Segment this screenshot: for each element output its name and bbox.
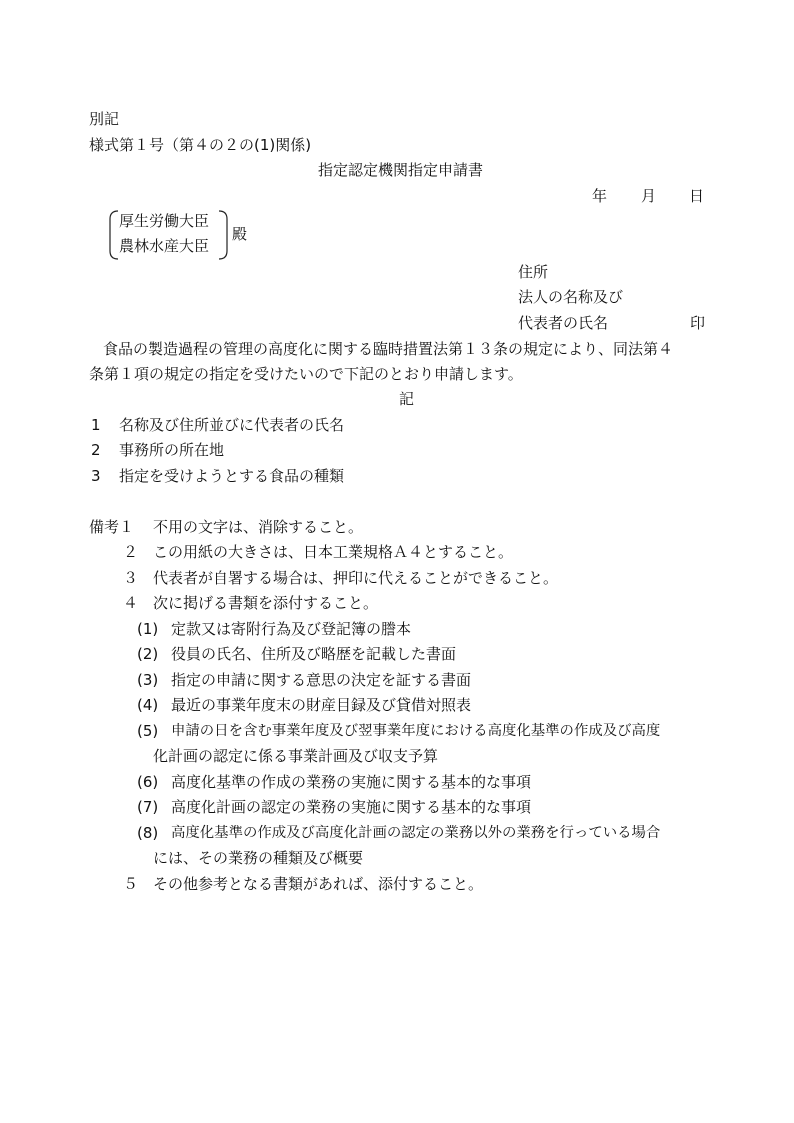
minister-health: 厚生労働大臣	[119, 212, 210, 230]
sub-item-number: (7)	[137, 798, 159, 816]
item-number: 2	[91, 441, 101, 459]
note-3: 代表者が自署する場合は、押印に代えることができること。	[153, 569, 559, 587]
sub-item-text: 最近の事業年度末の財産目録及び貸借対照表	[171, 696, 472, 714]
sub-item-continuation: には、その業務の種類及び概要	[153, 849, 364, 867]
body-line-2: 条第１項の規定の指定を受けたいので下記のとおり申請します。	[89, 365, 523, 383]
date-month-label: 月	[641, 187, 657, 205]
item-number: 1	[91, 416, 101, 434]
representative-name-label: 代表者の氏名	[518, 314, 609, 332]
note-1: 不用の文字は、消除すること。	[153, 518, 364, 536]
date-year-label: 年	[592, 187, 608, 205]
annex-label: 別記	[89, 110, 120, 128]
address-label: 住所	[518, 263, 549, 281]
item-text: 名称及び住所並びに代表者の氏名	[119, 416, 345, 434]
document-title: 指定認定機関指定申請書	[318, 161, 484, 179]
sub-item-text: 役員の氏名、住所及び略歴を記載した書面	[171, 645, 457, 663]
sub-item-text: 高度化基準の作成の業務の実施に関する基本的な事項	[171, 773, 532, 791]
notes-label: 備考１	[89, 518, 135, 536]
note-number: ５	[123, 875, 139, 893]
sub-item-number: (2)	[137, 645, 159, 663]
note-number: ４	[123, 594, 139, 612]
note-5: その他参考となる書類があれば、添付すること。	[153, 875, 484, 893]
note-4: 次に掲げる書類を添付すること。	[153, 594, 379, 612]
seal-mark: 印	[690, 314, 706, 332]
sub-item-number: (1)	[137, 620, 159, 638]
sub-item-text: 指定の申請に関する意思の決定を証する書面	[171, 671, 472, 689]
item-text: 指定を受けようとする食品の種類	[119, 467, 345, 485]
minister-agriculture: 農林水産大臣	[119, 237, 210, 255]
form-number: 様式第１号（第４の２の(1)関係)	[89, 136, 312, 154]
sub-item-text: 申請の日を含む事業年度及び翌事業年度における高度化基準の作成及び高度	[171, 723, 661, 739]
sub-item-number: (3)	[137, 671, 159, 689]
note-2: この用紙の大きさは、日本工業規格Ａ４とすること。	[153, 543, 514, 561]
item-text: 事務所の所在地	[119, 441, 225, 459]
honorific: 殿	[232, 225, 248, 243]
sub-item-number: (5)	[137, 722, 159, 740]
date-day-label: 日	[689, 187, 705, 205]
sub-item-number: (4)	[137, 696, 159, 714]
note-number: ３	[123, 569, 139, 587]
sub-item-text: 高度化計画の認定の業務の実施に関する基本的な事項	[171, 798, 532, 816]
sub-item-continuation: 化計画の認定に係る事業計画及び収支予算	[153, 747, 439, 765]
corp-name-label: 法人の名称及び	[518, 288, 624, 306]
sub-item-text: 定款又は寄附行為及び登記簿の謄本	[171, 620, 412, 638]
ki-heading: 記	[399, 390, 415, 408]
body-line-1: 食品の製造過程の管理の高度化に関する臨時措置法第１３条の規定により、同法第４	[103, 340, 674, 358]
note-number: ２	[123, 543, 139, 561]
item-number: 3	[91, 467, 101, 485]
sub-item-text: 高度化基準の作成及び高度化計画の認定の業務以外の業務を行っている場合	[171, 825, 661, 841]
sub-item-number: (8)	[137, 824, 159, 842]
sub-item-number: (6)	[137, 773, 159, 791]
